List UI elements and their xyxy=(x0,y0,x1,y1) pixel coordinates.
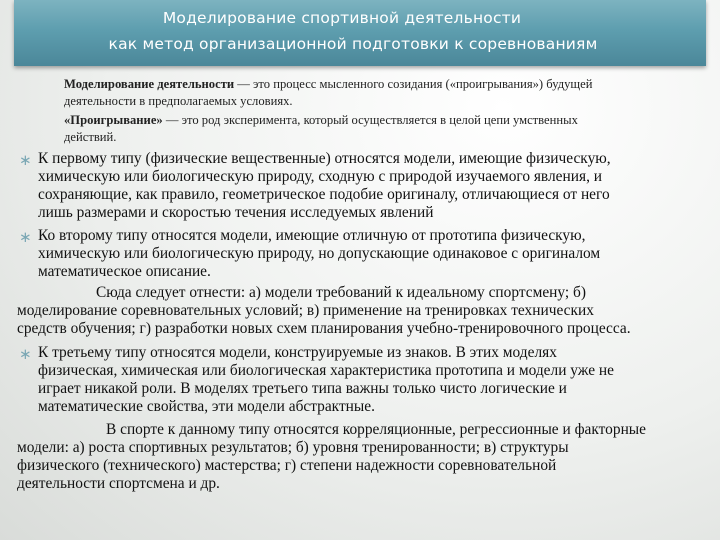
slide-title-line2: как метод организационной подготовки к соревнованиям xyxy=(108,35,598,53)
definition-1-line1 xyxy=(64,76,592,93)
type2-extra-line1: Сюда следует отнести: а) модели требований к идеальному спортсмену; б) xyxy=(96,284,586,301)
slide-title-line1: Моделирование спортивной деятельности xyxy=(162,9,522,27)
type2-line3: математическое описание. xyxy=(38,263,211,280)
type2-line1: Ко второму типу относятся модели, имеющие отличную от прототипа физическую, xyxy=(38,227,586,244)
type2-extra-line2: моделирование соревновательных условий; в) применение на тренировках технических xyxy=(17,302,594,319)
type3-line2: физическая, химическая или биологическая характеристика прототипа и модели уже не xyxy=(38,362,614,379)
sport-line3: физического (технического) мастерства; г) степени надежности соревновательной xyxy=(17,457,557,474)
bullet-marker: ∗ xyxy=(19,345,32,363)
type2-extra-line3: средств обучения; г) разработки новых схем планирования учебно-тренировочного процесса. xyxy=(17,320,631,337)
type2-line2: химическую или биологическую природу, но допускающие одинаковое с оригиналом xyxy=(38,245,601,262)
definition-2-term: «Проигрывание» xyxy=(64,113,163,127)
sport-line4: деятельности спортсмена и др. xyxy=(17,475,220,492)
type1-line4: лишь размерами и скоростью течения исследуемых явлений xyxy=(38,204,434,221)
bullet-marker: ∗ xyxy=(19,228,32,246)
definition-1-text: — это процесс мысленного созидания («проигрывания») будущей xyxy=(234,77,593,91)
bullet-marker: ∗ xyxy=(19,151,32,169)
definition-2-line2: действий. xyxy=(64,130,117,144)
type3-line3: играет никакой роли. В моделях третьего типа важны только чисто логические и xyxy=(38,380,567,397)
type3-line4: математические свойства, эти модели абстрактные. xyxy=(38,398,375,415)
definition-2-line1 xyxy=(64,112,578,129)
type3-line1: К третьему типу относятся модели, конструируемые из знаков. В этих моделях xyxy=(38,344,557,361)
sport-line2: модели: а) роста спортивных результатов; б) уровня тренированности; в) структуры xyxy=(17,439,569,456)
type1-line1: К первому типу (физические вещественные) относятся модели, имеющие физическую, xyxy=(38,150,611,167)
definition-1-term: Моделирование деятельности xyxy=(64,77,235,91)
type1-line2: химическую или биологическую природу, сходную с природой изучаемого явления, и xyxy=(38,168,602,185)
definition-2-text: — это род эксперимента, который осуществляется в целой цепи умственных xyxy=(162,113,578,127)
type1-line3: сохраняющие, как правило, геометрическое подобие оригиналу, отличающиеся от него xyxy=(38,186,610,203)
definition-1-line2: деятельности в предполагаемых условиях. xyxy=(64,94,293,108)
title-banner xyxy=(14,0,706,66)
sport-line1: В спорте к данному типу относятся корреляционные, регрессионные и факторные xyxy=(106,421,646,438)
